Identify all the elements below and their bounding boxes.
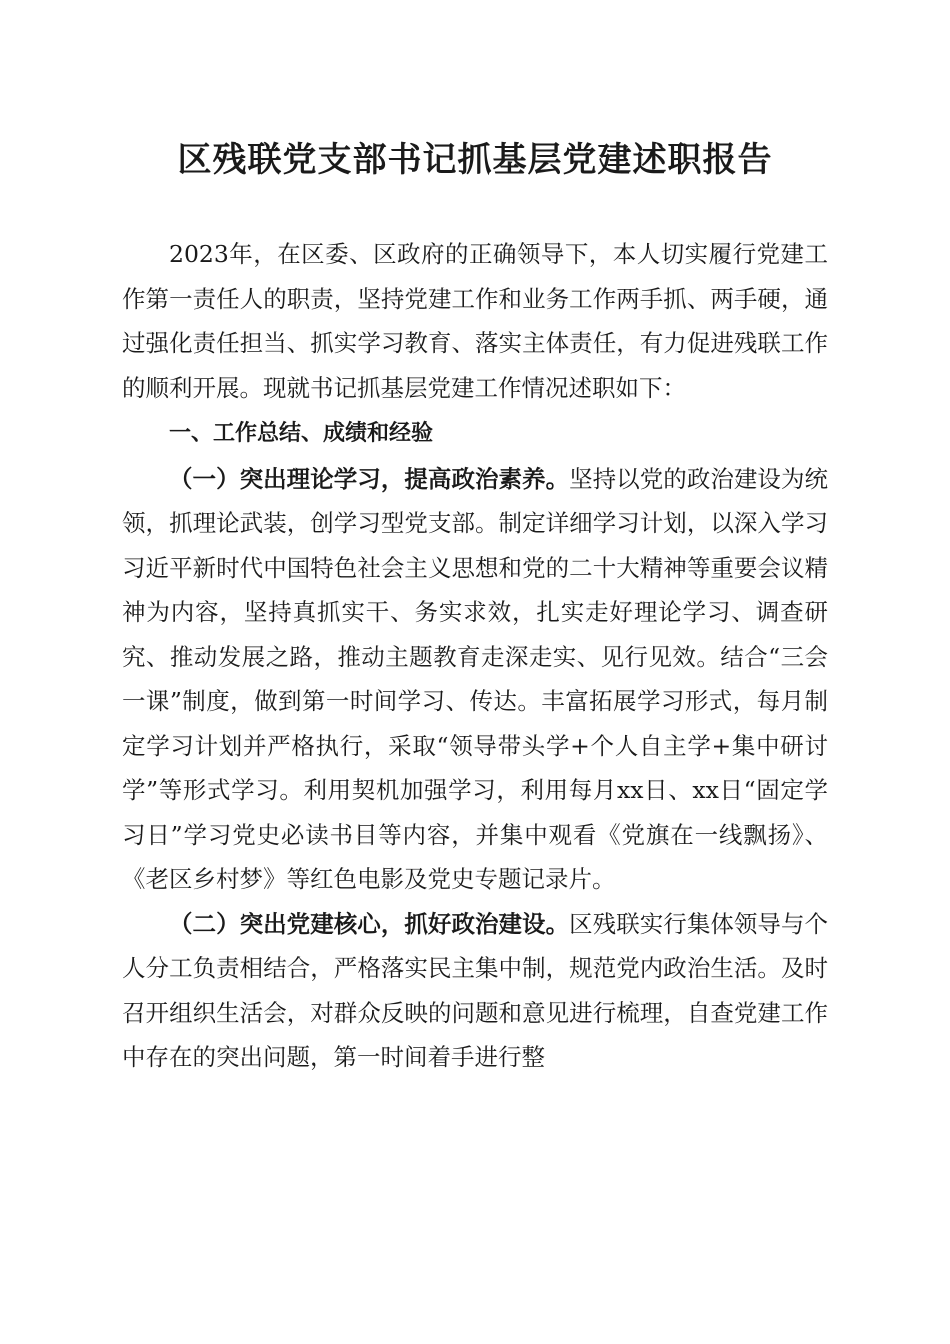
section-1-heading: 一、工作总结、成绩和经验 [169,421,434,446]
section-heading [122,410,828,457]
document-body [122,232,828,1080]
paragraph-item-1 [122,457,828,902]
item-2-body: 区残联实行集体领导与个人分工负责相结合，严格落实民主集中制，规范党内政治生活。及时召开组织生活会，对群众反映的问题和意见进行梳理，自查党建工作中存在的突出问题，第一时间着手进行整 [122,909,829,1071]
item-1-heading: （一）突出理论学习，提高政治素养。 [169,464,570,493]
intro-paragraph: 2023年，在区委、区政府的正确领导下，本人切实履行党建工作第一责任人的职责，坚持党建工作和业务工作两手抓、两手硬，通过强化责任担当、抓实学习教育、落实主体责任，有力促进残联工作的顺利开展。现就书记抓基层党建工作情况述职如下： [122,240,828,402]
item-1-body: 坚持以党的政治建设为统领，抓理论武装，创学习型党支部。制定详细学习计划，以深入学习习近平新时代中国特色社会主义思想和党的二十大精神等重要会议精神为内容，坚持真抓实干、务实求效，扎实走好理论学习、调查研究、推动发展之路，推动主题教育走深走实、见行见效。结合“三会一课”制度，做到第一时间学习、传达。丰富拓展学习形式，每月制定学习计划并严格执行，采取“领导带头学+个人自主学+集中研讨学”等形式学习。利用契机加强学习，利用每月xx日、xx日“固定学习日”学习党史必读书目等内容，并集中观看《党旗在一线飘扬》、《老区乡村梦》等红色电影及党史专题记录片。 [122,464,829,893]
item-2-heading: （二）突出党建核心，抓好政治建设。 [169,909,570,938]
document-title: 区残联党支部书记抓基层党建述职报告 [177,140,773,180]
paragraph-item-2 [122,902,828,1080]
